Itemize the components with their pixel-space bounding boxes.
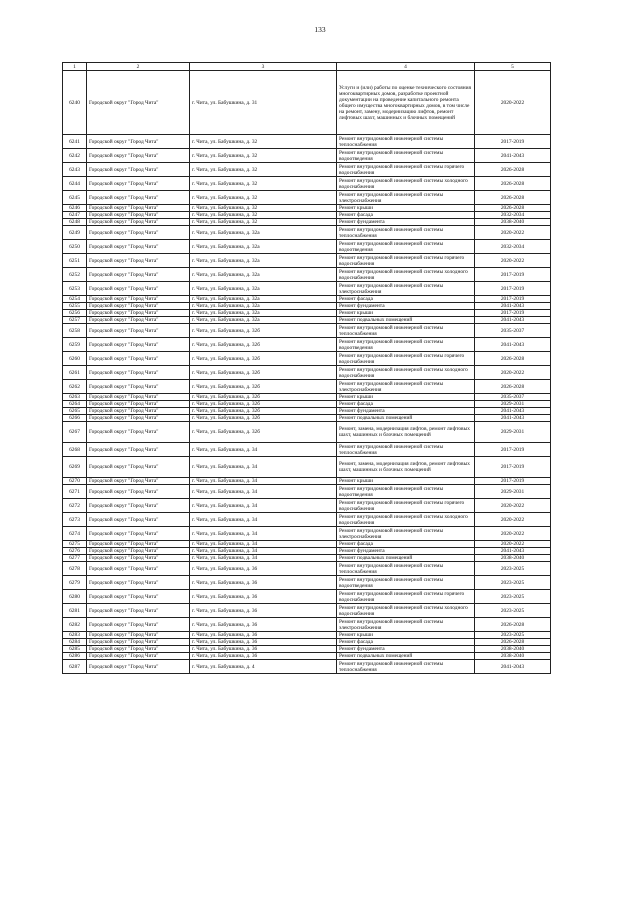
address-cell: г. Чита, ул. Бабушкина, д. 32а (190, 282, 337, 296)
table-row (63, 296, 551, 303)
address-cell: г. Чита, ул. Бабушкина, д. 34 (190, 478, 337, 485)
period-cell: 2026-2028 (475, 639, 551, 646)
municipality-cell: Городской округ "Город Чита" (87, 457, 190, 478)
address-cell: г. Чита, ул. Бабушкина, д. 34 (190, 527, 337, 541)
work-type-cell: Ремонт внутридомовой инженерной системы водоотведения (337, 338, 475, 352)
work-type-cell: Ремонт внутридомовой инженерной системы горячего водоснабжения (337, 254, 475, 268)
period-cell: 2017-2019 (475, 268, 551, 282)
period-cell: 2026-2028 (475, 380, 551, 394)
row-number-cell: 6255 (63, 303, 87, 310)
table-row (63, 324, 551, 338)
table-row (63, 282, 551, 296)
work-type-cell: Ремонт крыши (337, 205, 475, 212)
row-number-cell: 6287 (63, 660, 87, 674)
municipality-cell: Городской округ "Город Чита" (87, 513, 190, 527)
table-row (63, 135, 551, 149)
table-row (63, 303, 551, 310)
row-number-cell: 6281 (63, 604, 87, 618)
row-number-cell: 6243 (63, 163, 87, 177)
municipality-cell: Городской округ "Город Чита" (87, 660, 190, 674)
municipality-cell: Городской округ "Город Чита" (87, 149, 190, 163)
table-row (63, 401, 551, 408)
work-type-cell: Ремонт внутридомовой инженерной системы водоотведения (337, 576, 475, 590)
work-type-cell: Ремонт крыши (337, 310, 475, 317)
table-row (63, 422, 551, 443)
column-number: 4 (337, 63, 475, 71)
address-cell: г. Чита, ул. Бабушкина, д. 34 (190, 485, 337, 499)
address-cell: г. Чита, ул. Бабушкина, д. 36 (190, 576, 337, 590)
table-row (63, 254, 551, 268)
table-row (63, 443, 551, 457)
period-cell: 2038-2040 (475, 646, 551, 653)
table-row (63, 478, 551, 485)
period-cell: 2020-2022 (475, 499, 551, 513)
work-type-cell: Ремонт фундамента (337, 548, 475, 555)
table-row (63, 660, 551, 674)
address-cell: г. Чита, ул. Бабушкина, д. 32 (190, 135, 337, 149)
work-type-cell: Ремонт крыши (337, 478, 475, 485)
row-number-cell: 6268 (63, 443, 87, 457)
period-cell: 2032-2034 (475, 240, 551, 254)
work-type-cell: Услуги и (или) работы по оценке технического состояния многоквартирных домов, разработке проектной документации на проведение капитального ремонта общего имущества многоквартирных домов, в том числе на ремонт, замену, модернизацию лифтов, ремонт лифтовых шахт, машинных и блочных помещений (337, 71, 475, 135)
address-cell: г. Чита, ул. Бабушкина, д. 32а (190, 268, 337, 282)
work-type-cell: Ремонт фундамента (337, 408, 475, 415)
row-number-cell: 6266 (63, 415, 87, 422)
work-type-cell: Ремонт подвальных помещений (337, 415, 475, 422)
period-cell: 2029-2031 (475, 401, 551, 408)
row-number-cell: 6263 (63, 394, 87, 401)
address-cell: г. Чита, ул. Бабушкина, д. 34 (190, 443, 337, 457)
period-cell: 2026-2028 (475, 205, 551, 212)
period-cell: 2023-2025 (475, 632, 551, 639)
work-type-cell: Ремонт внутридомовой инженерной системы теплоснабжения (337, 135, 475, 149)
period-cell: 2020-2022 (475, 71, 551, 135)
table-row (63, 205, 551, 212)
address-cell: г. Чита, ул. Бабушкина, д. 32б (190, 401, 337, 408)
table-row (63, 352, 551, 366)
address-cell: г. Чита, ул. Бабушкина, д. 32б (190, 422, 337, 443)
municipality-cell: Городской округ "Город Чита" (87, 177, 190, 191)
period-cell: 2041-2043 (475, 408, 551, 415)
table-row (63, 639, 551, 646)
municipality-cell: Городской округ "Город Чита" (87, 653, 190, 660)
work-type-cell: Ремонт подвальных помещений (337, 653, 475, 660)
address-cell: г. Чита, ул. Бабушкина, д. 36 (190, 604, 337, 618)
table-row (63, 408, 551, 415)
row-number-cell: 6254 (63, 296, 87, 303)
municipality-cell: Городской округ "Город Чита" (87, 646, 190, 653)
row-number-cell: 6282 (63, 618, 87, 632)
row-number-cell: 6267 (63, 422, 87, 443)
period-cell: 2026-2028 (475, 352, 551, 366)
municipality-cell: Городской округ "Город Чита" (87, 394, 190, 401)
row-number-cell: 6277 (63, 555, 87, 562)
municipality-cell: Городской округ "Город Чита" (87, 324, 190, 338)
work-type-cell: Ремонт внутридомовой инженерной системы теплоснабжения (337, 324, 475, 338)
work-type-cell: Ремонт внутридомовой инженерной системы холодного водоснабжения (337, 604, 475, 618)
municipality-cell: Городской округ "Город Чита" (87, 303, 190, 310)
work-type-cell: Ремонт крыши (337, 632, 475, 639)
table-row (63, 632, 551, 639)
address-cell: г. Чита, ул. Бабушкина, д. 36 (190, 639, 337, 646)
address-cell: г. Чита, ул. Бабушкина, д. 32б (190, 338, 337, 352)
work-type-cell: Ремонт внутридомовой инженерной системы теплоснабжения (337, 226, 475, 240)
municipality-cell: Городской округ "Город Чита" (87, 135, 190, 149)
table-row (63, 457, 551, 478)
table-row (63, 590, 551, 604)
work-type-cell: Ремонт внутридомовой инженерной системы холодного водоснабжения (337, 268, 475, 282)
municipality-cell: Городской округ "Город Чита" (87, 632, 190, 639)
table-row (63, 527, 551, 541)
address-cell: г. Чита, ул. Бабушкина, д. 34 (190, 499, 337, 513)
row-number-cell: 6252 (63, 268, 87, 282)
row-number-cell: 6245 (63, 191, 87, 205)
row-number-cell: 6247 (63, 212, 87, 219)
work-type-cell: Ремонт фундамента (337, 303, 475, 310)
municipality-cell: Городской округ "Город Чита" (87, 485, 190, 499)
period-cell: 2026-2028 (475, 191, 551, 205)
work-type-cell: Ремонт внутридомовой инженерной системы холодного водоснабжения (337, 366, 475, 380)
row-number-cell: 6279 (63, 576, 87, 590)
row-number-cell: 6273 (63, 513, 87, 527)
municipality-cell: Городской округ "Город Чита" (87, 422, 190, 443)
municipality-cell: Городской округ "Город Чита" (87, 576, 190, 590)
municipality-cell: Городской округ "Город Чита" (87, 310, 190, 317)
period-cell: 2020-2022 (475, 366, 551, 380)
row-number-cell: 6249 (63, 226, 87, 240)
row-number-cell: 6240 (63, 71, 87, 135)
municipality-cell: Городской округ "Город Чита" (87, 499, 190, 513)
row-number-cell: 6278 (63, 562, 87, 576)
row-number-cell: 6242 (63, 149, 87, 163)
work-type-cell: Ремонт подвальных помещений (337, 317, 475, 324)
table-row (63, 177, 551, 191)
work-type-cell: Ремонт внутридомовой инженерной системы горячего водоснабжения (337, 352, 475, 366)
municipality-cell: Городской округ "Город Чита" (87, 604, 190, 618)
address-cell: г. Чита, ул. Бабушкина, д. 36 (190, 653, 337, 660)
row-number-cell: 6272 (63, 499, 87, 513)
municipality-cell: Городской округ "Город Чита" (87, 590, 190, 604)
row-number-cell: 6241 (63, 135, 87, 149)
municipality-cell: Городской округ "Город Чита" (87, 212, 190, 219)
row-number-cell: 6262 (63, 380, 87, 394)
address-cell: г. Чита, ул. Бабушкина, д. 36 (190, 646, 337, 653)
period-cell: 2026-2028 (475, 177, 551, 191)
address-cell: г. Чита, ул. Бабушкина, д. 32 (190, 205, 337, 212)
table-row (63, 317, 551, 324)
work-type-cell: Ремонт внутридомовой инженерной системы электроснабжения (337, 380, 475, 394)
work-type-cell: Ремонт фундамента (337, 646, 475, 653)
address-cell: г. Чита, ул. Бабушкина, д. 32а (190, 226, 337, 240)
work-type-cell: Ремонт внутридомовой инженерной системы электроснабжения (337, 282, 475, 296)
table-row (63, 268, 551, 282)
work-type-cell: Ремонт крыши (337, 394, 475, 401)
row-number-cell: 6276 (63, 548, 87, 555)
period-cell: 2041-2043 (475, 303, 551, 310)
municipality-cell: Городской округ "Город Чита" (87, 478, 190, 485)
address-cell: г. Чита, ул. Бабушкина, д. 34 (190, 555, 337, 562)
work-type-cell: Ремонт внутридомовой инженерной системы электроснабжения (337, 618, 475, 632)
municipality-cell: Городской округ "Город Чита" (87, 639, 190, 646)
row-number-cell: 6283 (63, 632, 87, 639)
period-cell: 2020-2022 (475, 226, 551, 240)
work-type-cell: Ремонт подвальных помещений (337, 555, 475, 562)
address-cell: г. Чита, ул. Бабушкина, д. 32б (190, 415, 337, 422)
municipality-cell: Городской округ "Город Чита" (87, 408, 190, 415)
column-number: 2 (87, 63, 190, 71)
period-cell: 2020-2022 (475, 513, 551, 527)
table-row (63, 226, 551, 240)
table-row (63, 212, 551, 219)
municipality-cell: Городской округ "Город Чита" (87, 254, 190, 268)
row-number-cell: 6269 (63, 457, 87, 478)
table-row (63, 576, 551, 590)
table-row (63, 562, 551, 576)
row-number-cell: 6286 (63, 653, 87, 660)
address-cell: г. Чита, ул. Бабушкина, д. 4 (190, 660, 337, 674)
municipality-cell: Городской округ "Город Чита" (87, 562, 190, 576)
address-cell: г. Чита, ул. Бабушкина, д. 36 (190, 618, 337, 632)
table-row (63, 485, 551, 499)
table-row (63, 394, 551, 401)
period-cell: 2017-2019 (475, 310, 551, 317)
page-number: 133 (314, 25, 326, 34)
municipality-cell: Городской округ "Город Чита" (87, 163, 190, 177)
period-cell: 2038-2040 (475, 555, 551, 562)
municipality-cell: Городской округ "Город Чита" (87, 352, 190, 366)
row-number-cell: 6250 (63, 240, 87, 254)
address-cell: г. Чита, ул. Бабушкина, д. 32 (190, 212, 337, 219)
table-row (63, 338, 551, 352)
row-number-cell: 6261 (63, 366, 87, 380)
period-cell: 2041-2043 (475, 149, 551, 163)
work-type-cell: Ремонт внутридомовой инженерной системы горячего водоснабжения (337, 590, 475, 604)
row-number-cell: 6256 (63, 310, 87, 317)
table-row (63, 415, 551, 422)
table-row (63, 541, 551, 548)
period-cell: 2020-2022 (475, 254, 551, 268)
municipality-cell: Городской округ "Город Чита" (87, 401, 190, 408)
period-cell: 2023-2025 (475, 604, 551, 618)
address-cell: г. Чита, ул. Бабушкина, д. 36 (190, 590, 337, 604)
work-type-cell: Ремонт внутридомовой инженерной системы водоотведения (337, 485, 475, 499)
address-cell: г. Чита, ул. Бабушкина, д. 34 (190, 457, 337, 478)
table-row (63, 240, 551, 254)
address-cell: г. Чита, ул. Бабушкина, д. 32 (190, 219, 337, 226)
table-row (63, 71, 551, 135)
row-number-cell: 6244 (63, 177, 87, 191)
address-cell: г. Чита, ул. Бабушкина, д. 32 (190, 191, 337, 205)
address-cell: г. Чита, ул. Бабушкина, д. 32а (190, 303, 337, 310)
work-type-cell: Ремонт внутридомовой инженерной системы теплоснабжения (337, 562, 475, 576)
table-row (63, 618, 551, 632)
address-cell: г. Чита, ул. Бабушкина, д. 32а (190, 317, 337, 324)
address-cell: г. Чита, ул. Бабушкина, д. 32б (190, 394, 337, 401)
period-cell: 2017-2019 (475, 457, 551, 478)
table-row (63, 149, 551, 163)
work-type-cell: Ремонт внутридомовой инженерной системы водоотведения (337, 240, 475, 254)
table-row (63, 548, 551, 555)
municipality-cell: Городской округ "Город Чита" (87, 205, 190, 212)
table-row (63, 555, 551, 562)
municipality-cell: Городской округ "Город Чита" (87, 268, 190, 282)
address-cell: г. Чита, ул. Бабушкина, д. 36 (190, 562, 337, 576)
row-number-cell: 6265 (63, 408, 87, 415)
period-cell: 2017-2019 (475, 282, 551, 296)
row-number-cell: 6259 (63, 338, 87, 352)
municipality-cell: Городской округ "Город Чита" (87, 219, 190, 226)
work-type-cell: Ремонт внутридомовой инженерной системы электроснабжения (337, 527, 475, 541)
address-cell: г. Чита, ул. Бабушкина, д. 32а (190, 296, 337, 303)
table-row (63, 604, 551, 618)
municipality-cell: Городской округ "Город Чита" (87, 527, 190, 541)
work-type-cell: Ремонт фасада (337, 212, 475, 219)
address-cell: г. Чита, ул. Бабушкина, д. 32а (190, 310, 337, 317)
column-number: 1 (63, 63, 87, 71)
municipality-cell: Городской округ "Город Чита" (87, 443, 190, 457)
row-number-cell: 6274 (63, 527, 87, 541)
address-cell: г. Чита, ул. Бабушкина, д. 32 (190, 177, 337, 191)
work-type-cell: Ремонт фасада (337, 541, 475, 548)
period-cell: 2023-2025 (475, 590, 551, 604)
period-cell: 2041-2043 (475, 415, 551, 422)
period-cell: 2017-2019 (475, 135, 551, 149)
municipality-cell: Городской округ "Город Чита" (87, 541, 190, 548)
municipality-cell: Городской округ "Город Чита" (87, 366, 190, 380)
period-cell: 2017-2019 (475, 443, 551, 457)
period-cell: 2041-2043 (475, 338, 551, 352)
municipality-cell: Городской округ "Город Чита" (87, 226, 190, 240)
column-number: 3 (190, 63, 337, 71)
address-cell: г. Чита, ул. Бабушкина, д. 32б (190, 366, 337, 380)
municipality-cell: Городской округ "Город Чита" (87, 555, 190, 562)
address-cell: г. Чита, ул. Бабушкина, д. 32б (190, 408, 337, 415)
period-cell: 2041-2043 (475, 317, 551, 324)
work-type-cell: Ремонт фасада (337, 639, 475, 646)
table-row (63, 366, 551, 380)
municipality-cell: Городской округ "Город Чита" (87, 548, 190, 555)
address-cell: г. Чита, ул. Бабушкина, д. 32 (190, 163, 337, 177)
address-cell: г. Чита, ул. Бабушкина, д. 31 (190, 71, 337, 135)
municipality-cell: Городской округ "Город Чита" (87, 191, 190, 205)
address-cell: г. Чита, ул. Бабушкина, д. 34 (190, 541, 337, 548)
table-row (63, 310, 551, 317)
row-number-cell: 6246 (63, 205, 87, 212)
table-row (63, 380, 551, 394)
address-cell: г. Чита, ул. Бабушкина, д. 32а (190, 254, 337, 268)
work-type-cell: Ремонт внутридомовой инженерной системы теплоснабжения (337, 443, 475, 457)
address-cell: г. Чита, ул. Бабушкина, д. 36 (190, 632, 337, 639)
address-cell: г. Чита, ул. Бабушкина, д. 32б (190, 380, 337, 394)
period-cell: 2020-2022 (475, 541, 551, 548)
period-cell: 2023-2025 (475, 562, 551, 576)
work-type-cell: Ремонт внутридомовой инженерной системы горячего водоснабжения (337, 163, 475, 177)
work-type-cell: Ремонт внутридомовой инженерной системы электроснабжения (337, 191, 475, 205)
row-number-cell: 6257 (63, 317, 87, 324)
address-cell: г. Чита, ул. Бабушкина, д. 32 (190, 149, 337, 163)
row-number-cell: 6285 (63, 646, 87, 653)
municipality-cell: Городской округ "Город Чита" (87, 618, 190, 632)
row-number-cell: 6253 (63, 282, 87, 296)
period-cell: 2023-2025 (475, 576, 551, 590)
row-number-cell: 6271 (63, 485, 87, 499)
period-cell: 2017-2019 (475, 478, 551, 485)
row-number-cell: 6251 (63, 254, 87, 268)
municipality-cell: Городской округ "Город Чита" (87, 71, 190, 135)
period-cell: 2026-2028 (475, 618, 551, 632)
period-cell: 2029-2031 (475, 485, 551, 499)
period-cell: 2038-2040 (475, 219, 551, 226)
municipality-cell: Городской округ "Город Чита" (87, 282, 190, 296)
municipality-cell: Городской округ "Город Чита" (87, 415, 190, 422)
period-cell: 2035-2037 (475, 394, 551, 401)
row-number-cell: 6258 (63, 324, 87, 338)
row-number-cell: 6284 (63, 639, 87, 646)
row-number-cell: 6264 (63, 401, 87, 408)
row-number-cell: 6270 (63, 478, 87, 485)
table-row (63, 191, 551, 205)
work-type-cell: Ремонт внутридомовой инженерной системы холодного водоснабжения (337, 513, 475, 527)
period-cell: 2041-2043 (475, 548, 551, 555)
table-row (63, 653, 551, 660)
address-cell: г. Чита, ул. Бабушкина, д. 32а (190, 240, 337, 254)
work-schedule-table (62, 62, 551, 674)
municipality-cell: Городской округ "Город Чита" (87, 296, 190, 303)
period-cell: 2038-2040 (475, 653, 551, 660)
municipality-cell: Городской округ "Город Чита" (87, 317, 190, 324)
municipality-cell: Городской округ "Город Чита" (87, 338, 190, 352)
work-type-cell: Ремонт фундамента (337, 219, 475, 226)
work-type-cell: Ремонт внутридомовой инженерной системы горячего водоснабжения (337, 499, 475, 513)
period-cell: 2035-2037 (475, 324, 551, 338)
period-cell: 2026-2028 (475, 163, 551, 177)
work-type-cell: Ремонт внутридомовой инженерной системы теплоснабжения (337, 660, 475, 674)
table-row (63, 219, 551, 226)
work-type-cell: Ремонт, замена, модернизация лифтов, ремонт лифтовых шахт, машинных и блочных помещений (337, 457, 475, 478)
column-number: 5 (475, 63, 551, 71)
table-row (63, 499, 551, 513)
address-cell: г. Чита, ул. Бабушкина, д. 32б (190, 324, 337, 338)
period-cell: 2032-2034 (475, 212, 551, 219)
period-cell: 2020-2022 (475, 527, 551, 541)
table-row (63, 163, 551, 177)
work-type-cell: Ремонт фасада (337, 296, 475, 303)
address-cell: г. Чита, ул. Бабушкина, д. 34 (190, 513, 337, 527)
work-type-cell: Ремонт фасада (337, 401, 475, 408)
column-number-row (63, 63, 551, 71)
row-number-cell: 6248 (63, 219, 87, 226)
period-cell: 2041-2043 (475, 660, 551, 674)
row-number-cell: 6280 (63, 590, 87, 604)
row-number-cell: 6260 (63, 352, 87, 366)
row-number-cell: 6275 (63, 541, 87, 548)
period-cell: 2029-2031 (475, 422, 551, 443)
table-row (63, 646, 551, 653)
municipality-cell: Городской округ "Город Чита" (87, 240, 190, 254)
work-type-cell: Ремонт, замена, модернизация лифтов, ремонт лифтовых шахт, машинных и блочных помещений (337, 422, 475, 443)
address-cell: г. Чита, ул. Бабушкина, д. 34 (190, 548, 337, 555)
table-row (63, 513, 551, 527)
work-type-cell: Ремонт внутридомовой инженерной системы водоотведения (337, 149, 475, 163)
municipality-cell: Городской округ "Город Чита" (87, 380, 190, 394)
address-cell: г. Чита, ул. Бабушкина, д. 32б (190, 352, 337, 366)
work-type-cell: Ремонт внутридомовой инженерной системы холодного водоснабжения (337, 177, 475, 191)
period-cell: 2017-2019 (475, 296, 551, 303)
